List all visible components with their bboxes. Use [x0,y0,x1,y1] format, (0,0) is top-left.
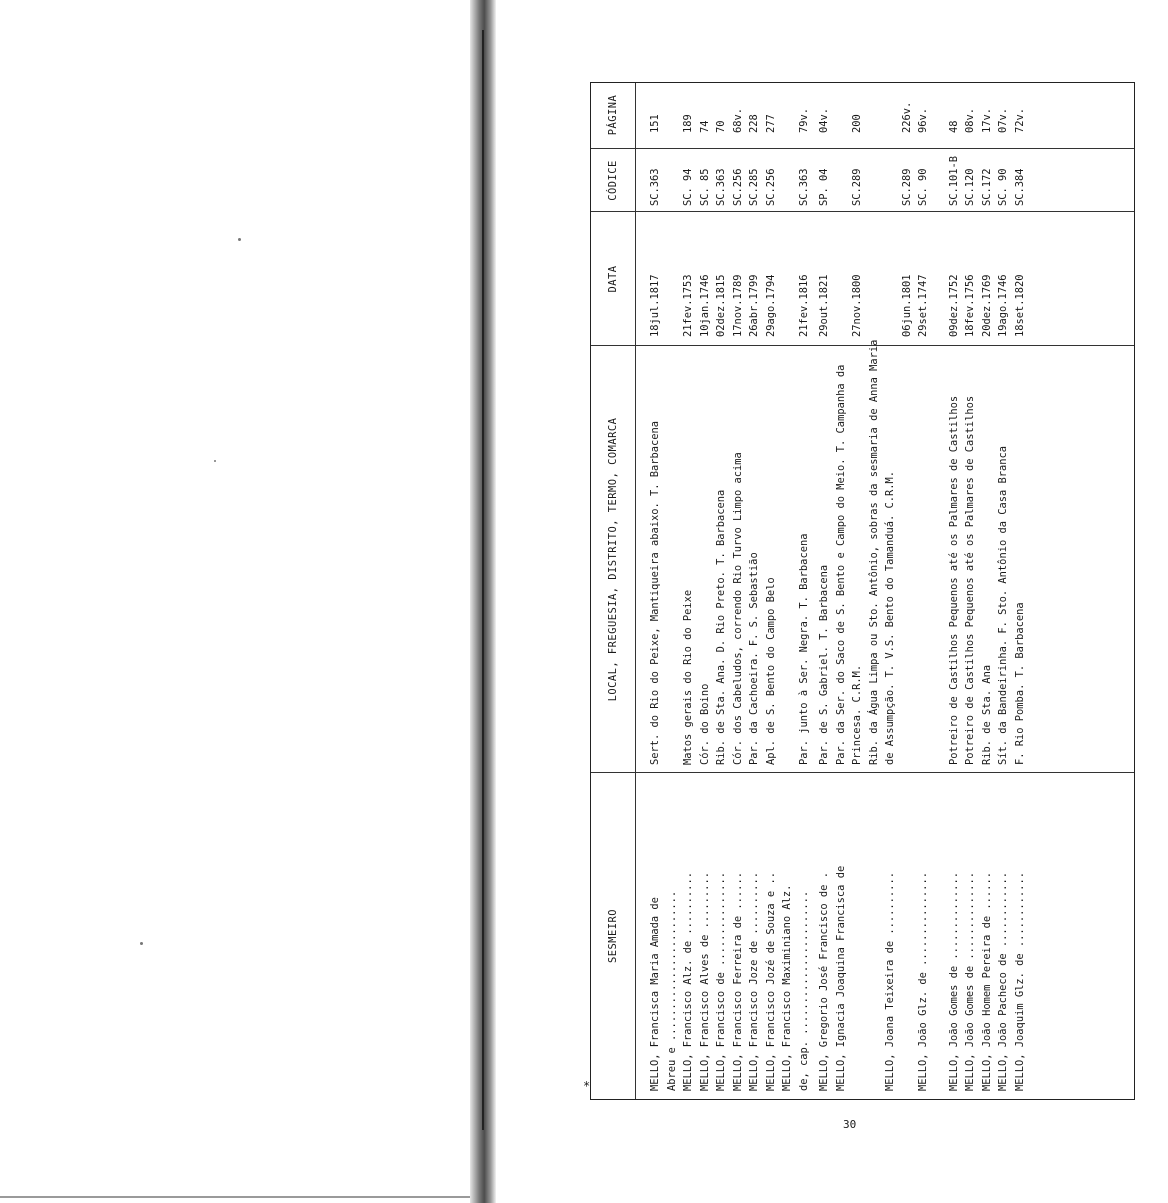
sesmeiro-cell: de, cap. ....................... [797,890,810,1091]
local-cell: Matos gerais do Rio do Peixe [682,589,694,765]
local-cell: Par. de S. Gabriel. T. Barbacena [818,564,830,765]
codice-cell: SC.289 [851,168,863,206]
codice-cell: SC.256 [764,168,777,206]
column-divider [591,211,1134,212]
sesmeiro-cell: MELLO, Joaquim Glz. de ............ [1013,872,1026,1091]
header-pagina: PÁGINA [607,94,619,136]
local-cell: Cór. do Boino [698,683,711,765]
pagina-cell: 226v. [900,101,913,133]
data-cell: 29set.1747 [917,274,929,337]
codice-cell: SC.384 [1013,168,1026,206]
codice-cell: SC. 90 [997,168,1009,206]
gutter-line [482,30,484,1130]
sesmeiro-cell: MELLO, Francisco Alz. de .......... [682,872,694,1091]
sesmeiro-cell: MELLO, João Gomes de .............. [964,872,976,1091]
pagina-cell: 48 [947,120,960,133]
codice-cell: SC.363 [715,168,727,206]
codice-cell: SC.363 [649,168,661,206]
pagina-cell: 151 [649,114,661,133]
header-local: LOCAL, FREGUESIA, DISTRITO, TERMO, COMARCA [607,417,619,702]
codice-cell: SC.363 [797,168,810,206]
asterisk-mark: * [583,1079,591,1093]
header-codice: CÓDICE [607,160,619,201]
data-cell: 18jul.1817 [649,274,661,337]
codice-cell: SC.120 [964,168,976,206]
pagina-cell: 189 [682,114,694,133]
data-cell: 18set.1820 [1013,274,1026,337]
data-cell: 18fev.1756 [964,274,976,337]
column-divider [591,772,1134,773]
pagina-cell: 277 [764,114,777,133]
local-cell: Par. da Cachoeira. F. S. Sebastião [748,552,760,765]
scan-speck [214,460,216,462]
local-cell: Rib. da Água Limpa ou Sto. Antônio, sobras da sesmaria de Anna Maria [867,339,880,765]
codice-cell: SC. 90 [917,168,929,206]
local-cell: Sít. da Bandeirinha. F. Sto. Antônio da Casa Branca [997,445,1009,765]
local-cell: Sert. do Rio do Peixe, Mantiqueira abaixo. T. Barbacena [649,420,661,765]
data-cell: 27nov.1800 [851,274,863,337]
sesmeiro-cell: MELLO, Ignacia Joaquina Francisca de [834,865,847,1091]
table-frame [590,82,1135,1100]
column-divider [591,148,1134,149]
sesmeiro-cell: MELLO, João Glz. de ............... [917,872,929,1091]
data-cell: 17nov.1789 [731,274,744,337]
local-cell: F. Rio Pomba. T. Barbacena [1013,602,1026,765]
local-cell: Potreiro de Castilhos Pequenos até os Palmares de Castilhos [964,395,976,765]
pagina-cell: 200 [851,114,863,133]
local-cell: Cór. dos Cabeludos, correndo Rio Turvo Limpo acima [731,452,744,765]
codice-cell: SC.285 [748,168,760,206]
data-cell: 21fev.1753 [682,274,694,337]
pagina-cell: 72v. [1013,107,1026,133]
data-cell: 21fev.1816 [797,274,810,337]
local-cell: Par. da Ser. do Saco de S. Bento e Campo do Meio. T. Campanha da [834,364,847,765]
pagina-cell: 79v. [797,107,810,133]
pagina-cell: 04v. [818,107,830,133]
codice-cell: SC. 85 [698,168,711,206]
local-cell: Par. junto à Ser. Negra. T. Barbacena [797,533,810,765]
header-rule [635,83,636,1099]
local-cell: Rib. de Sta. Ana [980,664,993,765]
page-edge-line [0,1196,470,1198]
pagina-cell: 228 [748,114,760,133]
pagina-cell: 68v. [731,107,744,133]
data-cell: 29ago.1794 [764,274,777,337]
scan-speck [238,238,241,241]
pagina-cell: 96v. [917,107,929,133]
local-cell: Rib. de Sta. Ana. D. Rio Preto. T. Barbacena [715,489,727,765]
codice-cell: SC.256 [731,168,744,206]
sesmeiro-cell: MELLO, Francisco Joze de .......... [748,872,760,1091]
pagina-cell: 74 [698,120,711,133]
data-cell: 02dez.1815 [715,274,727,337]
sesmeiro-cell: MELLO, Francisca Maria Amada de [649,897,661,1091]
codice-cell: SC.101-B [947,155,960,206]
codice-cell: SC.172 [980,168,993,206]
sesmeiro-cell: MELLO, Joana Teixeira de .......... [884,872,896,1091]
sesmeiro-cell: MELLO, Francisco Jozé de Souza e .. [764,872,777,1091]
sesmeiro-cell: MELLO, Francisco Maximiniano Alz. [781,884,793,1091]
sesmeiro-cell: MELLO, Francisco Ferreira de ...... [731,872,744,1091]
data-cell: 10jan.1746 [698,274,711,337]
sesmeiro-cell: MELLO, Francisco Alves de ......... [698,872,711,1091]
pagina-cell: 70 [715,120,727,133]
local-cell: Potreiro de Castilhos Pequenos até os Palmares de Castilhos [947,395,960,765]
pagina-cell: 07v. [997,107,1009,133]
scan-speck [140,942,143,945]
local-cell: de Assumpção. T. V.S. Bento do Tamanduá. C.R.M. [884,470,896,765]
sesmarias-table [590,82,1135,1100]
data-cell: 19ago.1746 [997,274,1009,337]
codice-cell: SC.289 [900,168,913,206]
sesmeiro-cell: MELLO, João Gomes de .............. [947,872,960,1091]
data-cell: 09dez.1752 [947,274,960,337]
codice-cell: SC. 94 [682,168,694,206]
page-number: 30 [843,1118,857,1131]
pagina-cell: 17v. [980,107,993,133]
sesmeiro-cell: MELLO, João Homem Pereira de ...... [980,872,993,1091]
sesmeiro-cell: Abreu e ........................ [665,890,678,1091]
sesmeiro-cell: MELLO, Francisco de ............... [715,872,727,1091]
sesmeiro-cell: MELLO, Gregorio José Francisco de . [818,872,830,1091]
local-cell: Apl. de S. Bento do Campo Belo [764,577,777,765]
header-sesmeiro: SESMEIRO [607,908,619,964]
header-data: DATA [607,265,619,293]
codice-cell: SP. 04 [818,168,830,206]
data-cell: 20dez.1769 [980,274,993,337]
column-divider [591,345,1134,346]
pagina-cell: 08v. [964,107,976,133]
data-cell: 29out.1821 [818,274,830,337]
local-cell: Princesa. C.R.M. [851,664,863,765]
sesmeiro-cell: MELLO, João Pacheco de ............ [997,872,1009,1091]
data-cell: 26abr.1799 [748,274,760,337]
data-cell: 06jun.1801 [900,274,913,337]
